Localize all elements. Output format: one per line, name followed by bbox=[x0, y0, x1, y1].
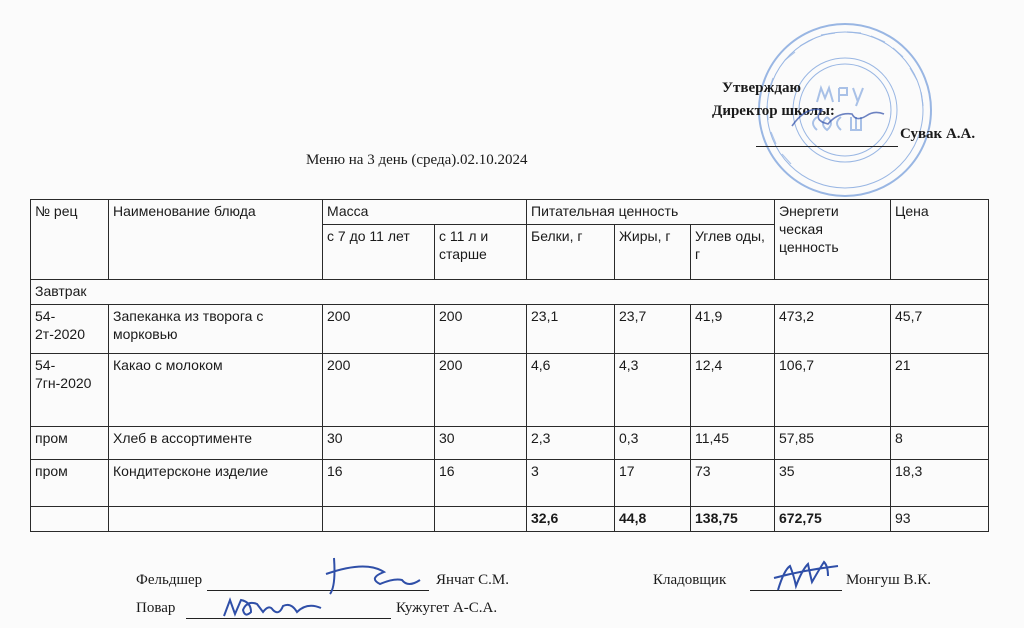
header-num: № рец bbox=[31, 200, 109, 280]
cell-mass2: 200 bbox=[435, 305, 527, 354]
header-nutrition: Питательная ценность bbox=[527, 200, 775, 225]
header-mass: Масса bbox=[323, 200, 527, 225]
cell-mass1: 200 bbox=[323, 354, 435, 427]
total-price: 93 bbox=[891, 507, 989, 532]
cell-protein: 23,1 bbox=[527, 305, 615, 354]
cell-energy: 106,7 bbox=[775, 354, 891, 427]
storekeeper-label: Кладовщик bbox=[653, 572, 727, 588]
header-mass-sub2: с 11 л и старше bbox=[435, 225, 527, 280]
medic-name: Янчат С.М. bbox=[436, 572, 509, 588]
storekeeper-signature bbox=[772, 556, 844, 596]
cook-label: Повар bbox=[136, 600, 176, 616]
cell-name: Какао с молоком bbox=[109, 354, 323, 427]
cell-empty bbox=[31, 507, 109, 532]
table-row bbox=[31, 305, 989, 354]
cook-name: Кужугет А-С.А. bbox=[396, 600, 498, 616]
table-row bbox=[31, 460, 989, 507]
header-fat: Жиры, г bbox=[615, 225, 691, 280]
cell-mass2: 200 bbox=[435, 354, 527, 427]
header-protein: Белки, г bbox=[527, 225, 615, 280]
cell-name: Кондитерсконе изделие bbox=[109, 460, 323, 507]
storekeeper-name: Монгуш В.К. bbox=[846, 572, 931, 588]
totals-row bbox=[31, 507, 989, 532]
cell-price: 45,7 bbox=[891, 305, 989, 354]
header-row-1 bbox=[31, 200, 989, 225]
table-row bbox=[31, 354, 989, 427]
cell-num: пром bbox=[31, 427, 109, 460]
cell-carbs: 73 bbox=[691, 460, 775, 507]
cell-energy: 35 bbox=[775, 460, 891, 507]
cell-num: 54-2т-2020 bbox=[31, 305, 109, 354]
header-name: Наименование блюда bbox=[109, 200, 323, 280]
cell-carbs: 11,45 bbox=[691, 427, 775, 460]
approval-signature-line bbox=[756, 146, 898, 147]
cell-fat: 4,3 bbox=[615, 354, 691, 427]
total-carbs: 138,75 bbox=[691, 507, 775, 532]
document-title: Меню на 3 день (среда).02.10.2024 bbox=[306, 152, 528, 168]
cell-protein: 3 bbox=[527, 460, 615, 507]
approval-title: Утверждаю bbox=[722, 80, 801, 96]
section-label: Завтрак bbox=[31, 280, 989, 305]
header-price: Цена bbox=[891, 200, 989, 280]
header-energy: Энергети ческая ценность bbox=[775, 200, 891, 280]
cell-mass1: 16 bbox=[323, 460, 435, 507]
cell-fat: 17 bbox=[615, 460, 691, 507]
cell-empty bbox=[323, 507, 435, 532]
header-carbs: Углев оды, г bbox=[691, 225, 775, 280]
section-row bbox=[31, 280, 989, 305]
total-protein: 32,6 bbox=[527, 507, 615, 532]
cell-name: Запеканка из творога с морковью bbox=[109, 305, 323, 354]
table-row bbox=[31, 427, 989, 460]
cell-empty bbox=[435, 507, 527, 532]
header-mass-sub1: с 7 до 11 лет bbox=[323, 225, 435, 280]
cook-signature bbox=[218, 590, 338, 628]
director-signature bbox=[788, 96, 888, 136]
cell-protein: 2,3 bbox=[527, 427, 615, 460]
cell-price: 8 bbox=[891, 427, 989, 460]
cell-energy: 473,2 bbox=[775, 305, 891, 354]
cell-mass1: 200 bbox=[323, 305, 435, 354]
cell-mass2: 30 bbox=[435, 427, 527, 460]
medic-label: Фельдшер bbox=[136, 572, 203, 588]
total-energy: 672,75 bbox=[775, 507, 891, 532]
cell-fat: 0,3 bbox=[615, 427, 691, 460]
cell-price: 21 bbox=[891, 354, 989, 427]
cell-num: пром bbox=[31, 460, 109, 507]
cell-carbs: 12,4 bbox=[691, 354, 775, 427]
cell-carbs: 41,9 bbox=[691, 305, 775, 354]
cell-empty bbox=[109, 507, 323, 532]
menu-table bbox=[30, 199, 989, 532]
cell-protein: 4,6 bbox=[527, 354, 615, 427]
cell-mass1: 30 bbox=[323, 427, 435, 460]
cell-energy: 57,85 bbox=[775, 427, 891, 460]
cell-fat: 23,7 bbox=[615, 305, 691, 354]
cell-name: Хлеб в ассортименте bbox=[109, 427, 323, 460]
cell-num: 54-7гн-2020 bbox=[31, 354, 109, 427]
approval-name: Сувак А.А. bbox=[900, 126, 976, 142]
approval-position: Директор школы: bbox=[712, 103, 835, 119]
cell-price: 18,3 bbox=[891, 460, 989, 507]
cell-mass2: 16 bbox=[435, 460, 527, 507]
total-fat: 44,8 bbox=[615, 507, 691, 532]
